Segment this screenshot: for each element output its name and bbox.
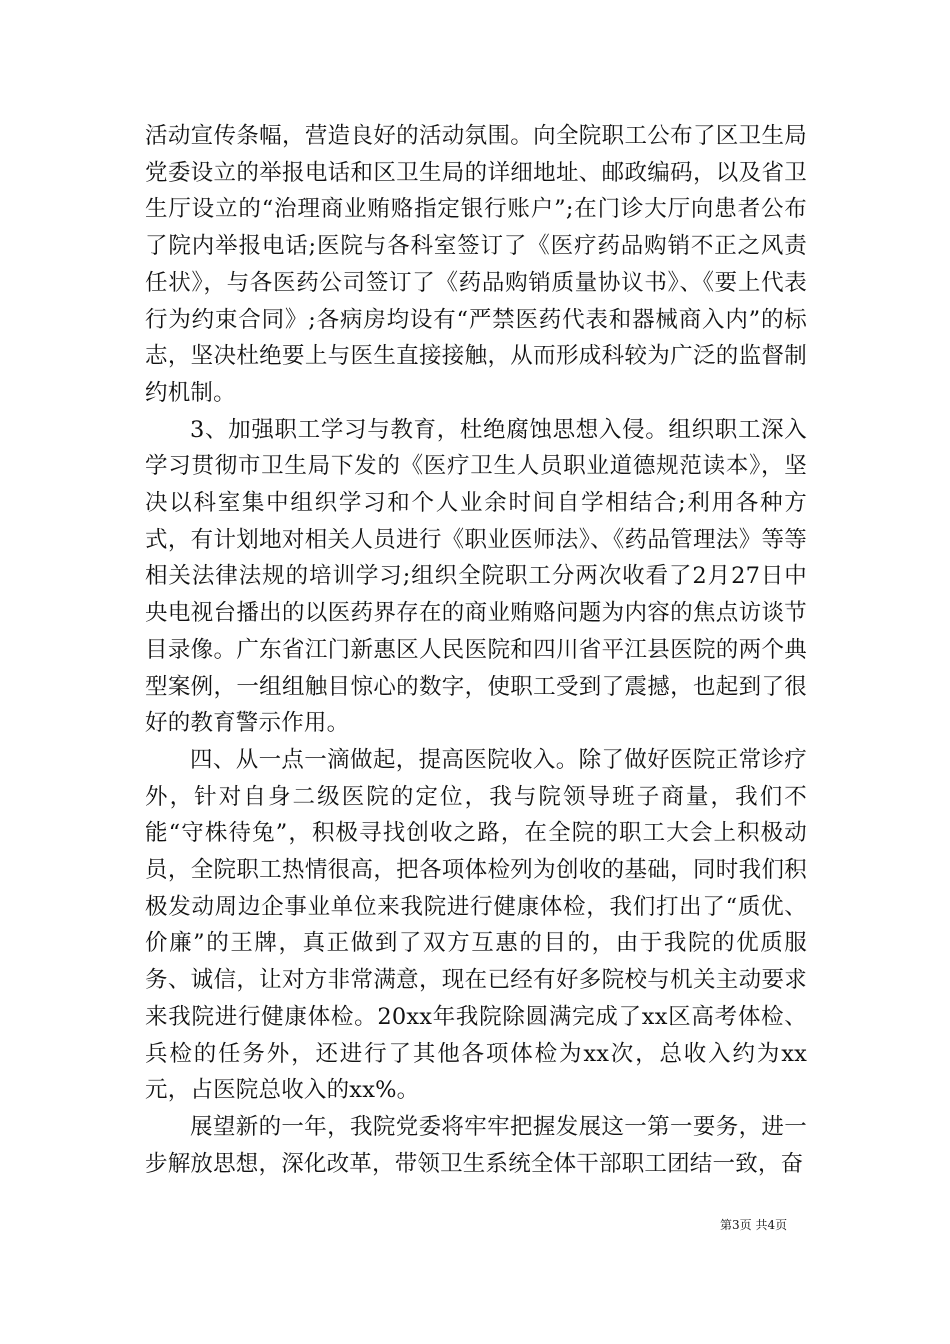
document-body [145, 118, 807, 1182]
paragraph-continuation: 活动宣传条幅，营造良好的活动氛围。向全院职工公布了区卫生局党委设立的举报电话和区卫生局的详细地址、邮政编码，以及省卫生厅设立的“治理商业贿赂指定银行账户”;在门诊大厅向患者公布了院内举报电话;医院与各科室签订了《医疗药品购销不正之风责任状》，与各医药公司签订了《药品购销质量协议书》、《要上代表行为约束合同》;各病房均设有“严禁医药代表和器械商入内”的标志，坚决杜绝要上与医生直接接触，从而形成科较为广泛的监督制约机制。 [145, 123, 807, 406]
paragraph-staff-education: 3、加强职工学习与教育，杜绝腐蚀思想入侵。组织职工深入学习贯彻市卫生局下发的《医疗卫生人员职业道德规范读本》，坚决以科室集中组织学习和个人业余时间自学相结合;利用各种方式，有计划地对相关人员进行《职业医师法》、《药品管理法》等等相关法律法规的培训学习;组织全院职工分两次收看了2月27日中央电视台播出的以医药界存在的商业贿赂问题为内容的焦点访谈节目录像。广东省江门新惠区人民医院和四川省平江县医院的两个典型案例，一组组触目惊心的数字，使职工受到了震撼，也起到了很好的教育警示作用。 [145, 416, 807, 737]
page-number: 第3页 共4页 [720, 1218, 788, 1232]
paragraph-outlook: 展望新的一年，我院党委将牢牢把握发展这一第一要务，进一步解放思想，深化改革，带领卫生系统全体干部职工团结一致，奋 [145, 1113, 807, 1177]
paragraph-hospital-income: 四、从一点一滴做起，提高医院收入。除了做好医院正常诊疗外，针对自身二级医院的定位，我与院领导班子商量，我们不能“守株待兔”，积极寻找创收之路，在全院的职工大会上积极动员，全院职工热情很高，把各项体检列为创收的基础，同时我们积极发动周边企事业单位来我院进行健康体检，我们打出了“质优、价廉”的王牌，真正做到了双方互惠的目的，由于我院的优质服务、诚信，让对方非常满意，现在已经有好多院校与机关主动要求来我院进行健康体检。20xx年我院除圆满完成了xx区高考体检、兵检的任务外，还进行了其他各项体检为xx次，总收入约为xx元，占医院总收入的xx%。 [145, 746, 807, 1104]
